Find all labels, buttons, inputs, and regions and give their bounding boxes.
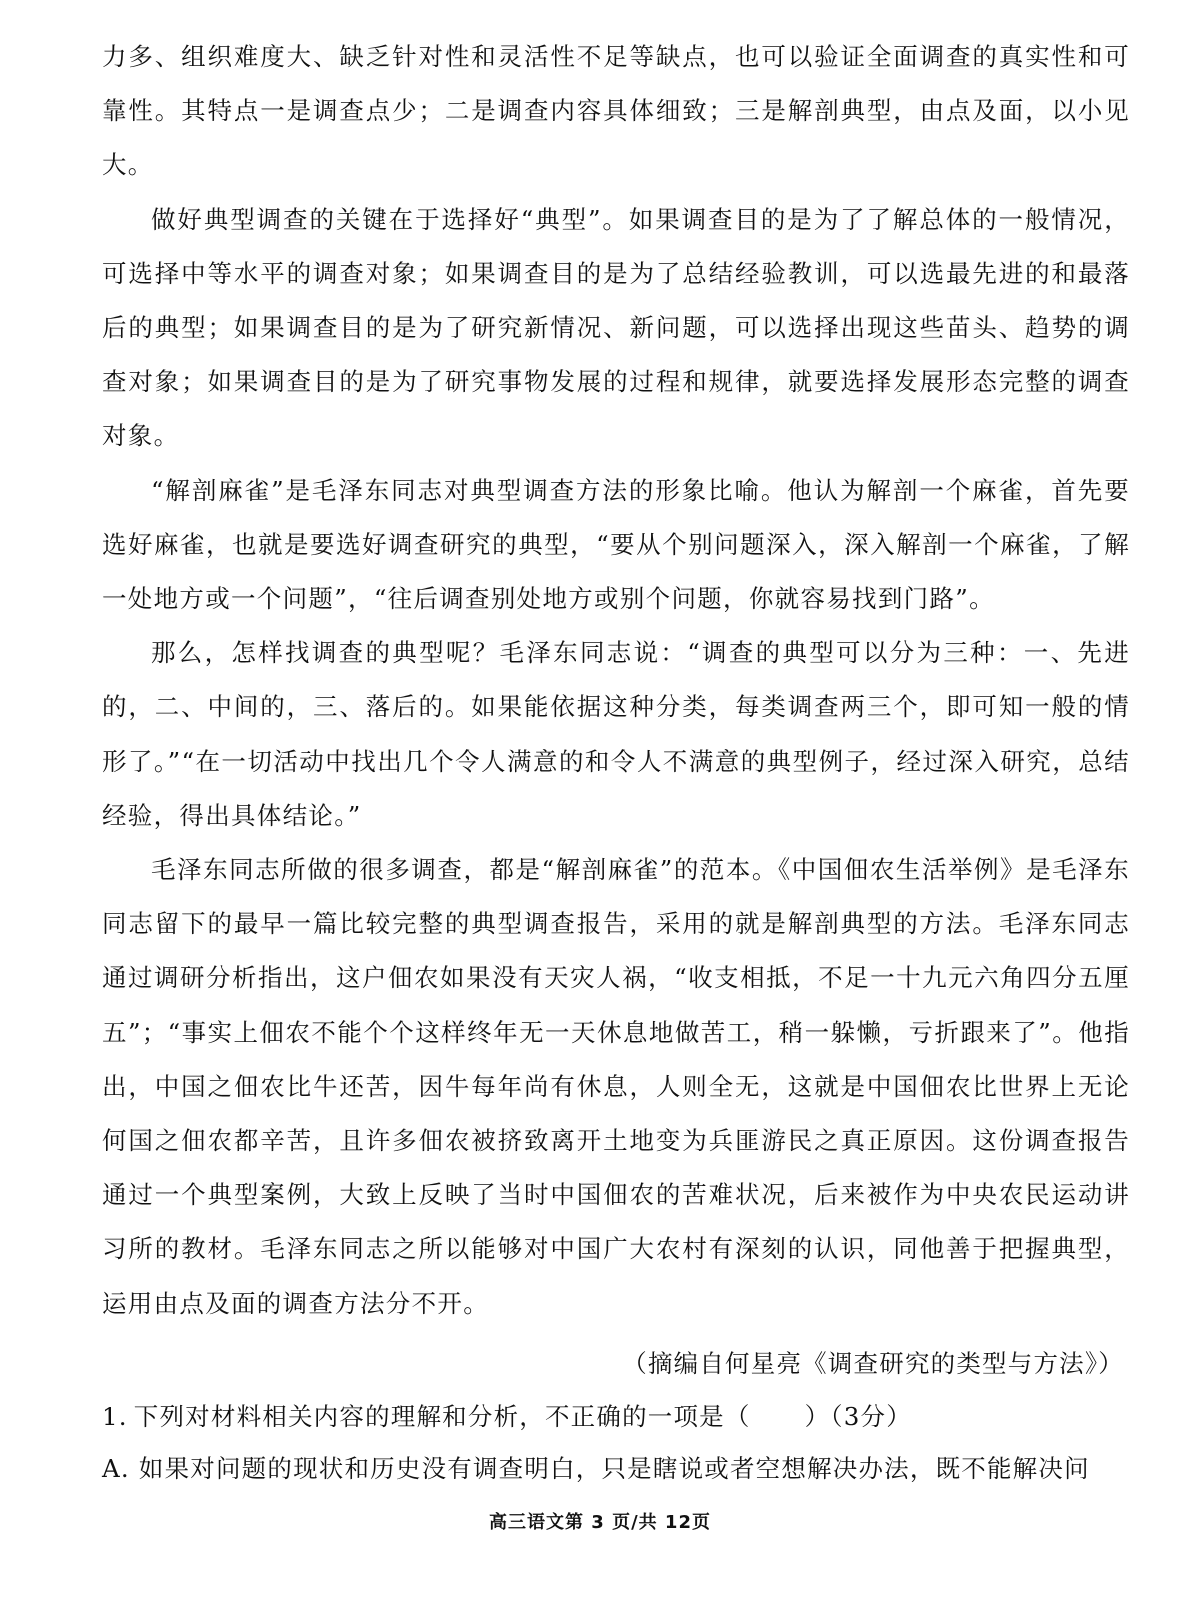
paragraph-2: 做好典型调查的关键在于选择好“典型”。如果调查目的是为了了解总体的一般情况，可选择中等水平的调查对象；如果调查目的是为了总结经验教训，可以选最先进的和最落后的典型；如果调查目的是为了研究新情况、新问题，可以选择出现这些苗头、趋势的调查对象；如果调查目的是为了研究事物发展的过程和规律，就要选择发展形态完整的调查对象。 — [102, 204, 1130, 451]
question-1 — [102, 1391, 1130, 1495]
question-stem-end: ）（3分） — [804, 1401, 912, 1431]
question-stem — [102, 1391, 1130, 1443]
question-number: 1. — [102, 1401, 128, 1431]
paragraph-5: 毛泽东同志所做的很多调查，都是“解剖麻雀”的范本。《中国佃农生活举例》是毛泽东同志留下的最早一篇比较完整的典型调查报告，采用的就是解剖典型的方法。毛泽东同志通过调研分析指出，这户佃农如果没有天灾人祸，“收支相抵，不足一十九元六角四分五厘五”；“事实上佃农不能个个这样终年无一天休息地做苦工，稍一躲懒，亏折跟来了”。他指出，中国之佃农比牛还苦，因牛每年尚有休息，人则全无，这就是中国佃农比世界上无论何国之佃农都辛苦，且许多佃农被挤致离开土地变为兵匪游民之真正原因。这份调查报告通过一个典型案例，大致上反映了当时中国佃农的苦难状况，后来被作为中央农民运动讲习所的教材。毛泽东同志之所以能够对中国广大农村有深刻的认识，同他善于把握典型，运用由点及面的调查方法分不开。 — [102, 855, 1130, 1318]
page-footer: 高三语文第 3 页/共 12页 — [489, 1512, 711, 1533]
article-body — [102, 30, 1130, 1331]
paragraph-4: 那么，怎样找调查的典型呢？毛泽东同志说：“调查的典型可以分为三种：一、先进的，二、中间的，三、落后的。如果能依据这种分类，每类调查两三个，即可知一般的情形了。”“在一切活动中找出几个令人满意的和令人不满意的典型例子，经过深入研究，总结经验，得出具体结论。” — [102, 638, 1130, 830]
question-stem-text: 下列对材料相关内容的理解和分析，不正确的一项是（ — [133, 1401, 751, 1431]
option-a: A. 如果对问题的现状和历史没有调查明白，只是瞎说或者空想解决办法，既不能解决问 — [102, 1453, 1090, 1483]
source-citation: （摘编自何星亮《调查研究的类型与方法》） — [622, 1348, 1124, 1378]
paragraph-1: 力多、组织难度大、缺乏针对性和灵活性不足等缺点，也可以验证全面调查的真实性和可靠性。其特点一是调查点少；二是调查内容具体细致；三是解剖典型，由点及面，以小见大。 — [102, 42, 1130, 180]
paragraph-3: “解剖麻雀”是毛泽东同志对典型调查方法的形象比喻。他认为解剖一个麻雀，首先要选好麻雀，也就是要选好调查研究的典型，“要从个别问题深入，深入解剖一个麻雀，了解一处地方或一个问题”，“往后调查别处地方或别个问题，你就容易找到门路”。 — [102, 475, 1130, 614]
